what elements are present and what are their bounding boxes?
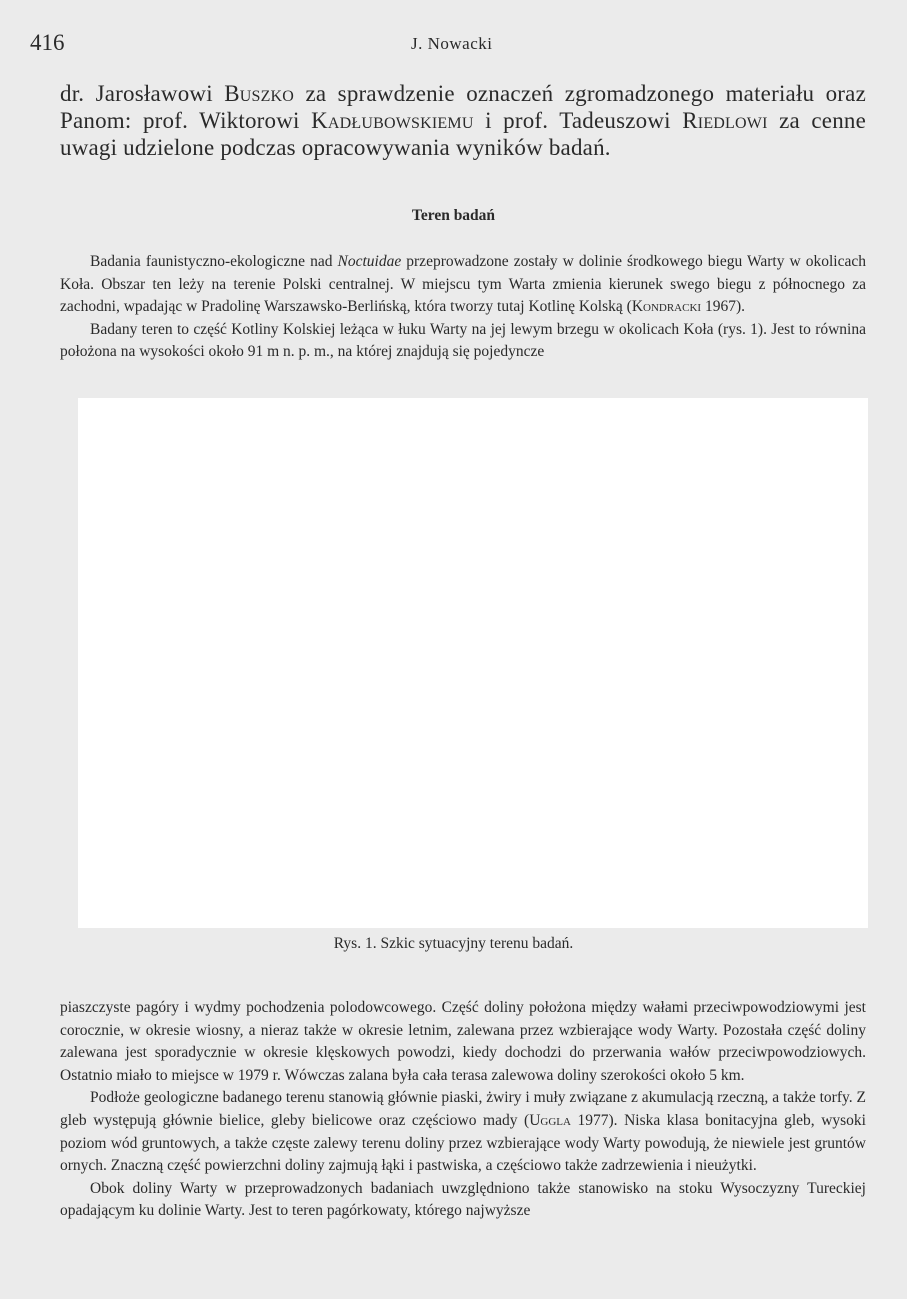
intro-paragraph-2: Badany teren to część Kotliny Kolskiej leżąca w łuku Warty na jej lewym brzegu w okolicach Koła (rys. 1). Jest to równina położona na wysokości około 91 m n. p. m., na której znajdują się pojedyncze xyxy=(60,320,866,361)
continuation-text xyxy=(60,997,866,1223)
running-head: J. Nowacki xyxy=(411,34,493,53)
acknowledgement-paragraph xyxy=(60,80,866,161)
cont-paragraph-2 xyxy=(60,1087,866,1177)
figure-placeholder xyxy=(78,398,868,928)
ack-text-4: za cenne uwagi udzielone podczas opracowywania wyników badań. xyxy=(60,108,866,160)
ack-text-2: za sprawdzenie oznaczeń zgromadzonego materiału oraz Panom: prof. Wiktorowi xyxy=(60,81,866,133)
ack-name-kadlubowski: Kadłubowskiemu xyxy=(311,108,474,133)
section-title: Teren badań xyxy=(411,207,496,224)
cont-paragraph-1: piaszczyste pagóry i wydmy pochodzenia polodowcowego. Część doliny położona między wałami przeciwpowodziowymi jest corocznie, w okresie wiosny, a nieraz także w okresie letnim, zalewana przez wzbierające wody Warty. Pozostała część doliny zalewana jest sporadycznie w okresie klęskowych powodzi, kiedy dochodzi do przerwania wałów przeciwpowodziowych. Ostatnio miało to miejsce w 1979 r. Wówczas zalana była cała terasa zalewowa doliny szerokości około 5 km. xyxy=(60,999,866,1084)
cont-paragraph-3: Obok doliny Warty w przeprowadzonych badaniach uwzględniono także stanowisko na stoku Wysoczyzny Tureckiej opadającym ku dolinie Warty. Jest to teren pagórkowaty, którego najwyższe xyxy=(60,1179,866,1220)
page-number: 416 xyxy=(30,30,65,55)
ack-name-buszko: Buszko xyxy=(224,81,295,106)
citation-author-uggla: Uggla xyxy=(529,1111,571,1129)
figure-caption: Rys. 1. Szkic sytuacyjny terenu badań. xyxy=(333,935,574,952)
intro-p1-text-a: Badania faunistyczno-ekologiczne nad xyxy=(90,253,338,270)
intro-text xyxy=(60,251,866,364)
ack-text-1: dr. Jarosławowi xyxy=(60,81,225,106)
ack-name-riedl: Riedlowi xyxy=(682,108,768,133)
intro-p1-text-b: przeprowadzone zostały w dolinie środkowego biegu Warty w okolicach Koła. Obszar ten leży na terenie Polski centralnej. W miejscu tym Warta zmienia kierunek swego biegu z północnego za zachodni, wpadając w Pradolinę Warszawsko-Berlińską, która tworzy tutaj Kotlinę Kolską ( xyxy=(60,253,866,316)
cont-p2-text-a: Podłoże geologiczne badanego terenu stanowią głównie piaski, żwiry i muły związane z akumulacją rzeczną, a także torfy. Z gleb występują głównie bielice, gleby bielicowe oraz częściowo mady ( xyxy=(60,1089,866,1129)
cont-p2-text-b: 1977). Niska klasa bonitacyjna gleb, wysoki poziom wód gruntowych, a także częste zalewy terenu doliny przez wzbierające wody Warty powodują, że niewiele jest gruntów ornych. Znaczną część powierzchni doliny zajmują łąki i pastwiska, a częściowo także zadrzewienia i nieużytki. xyxy=(60,1111,866,1175)
intro-paragraph-1 xyxy=(60,251,866,319)
citation-author: Kondracki xyxy=(631,298,702,316)
taxon-name: Noctuidae xyxy=(337,253,402,270)
ack-text-3: i prof. Tadeuszowi xyxy=(473,108,683,133)
intro-p1-text-c: 1967). xyxy=(701,298,745,316)
